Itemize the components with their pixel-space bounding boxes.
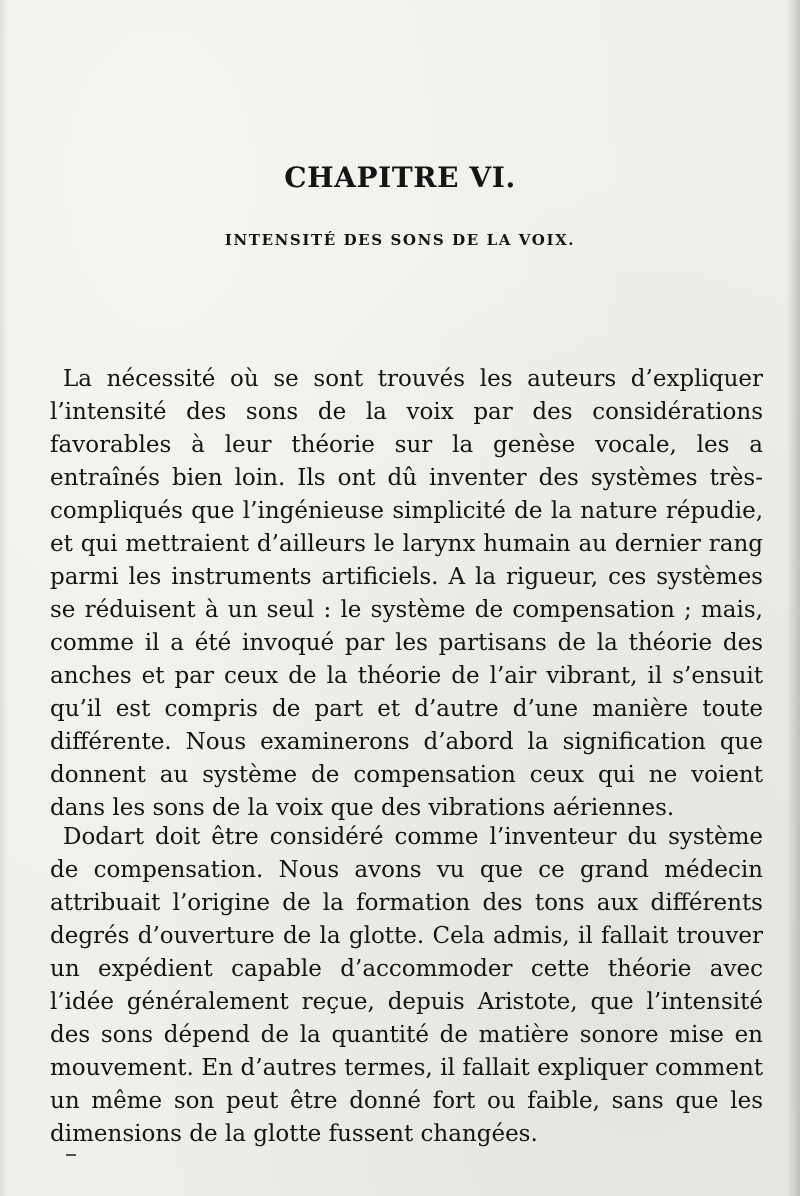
body-paragraph-1: La nécessité où se sont trouvés les auteurs d’expliquer l’intensité des sons de la voix par des considérations favorables à leur théorie sur la genèse vocale, les a entraînés bien loin. Ils ont dû inventer des systèmes très-compliqués que l’ingénieuse simplicité de la nature répudie, et qui mettraient d’ailleurs le larynx humain au dernier rang parmi les instruments artificiels. A la rigueur, ces systèmes se réduisent à un seul : le système de compensation ; mais, comme il a été invoqué par les partisans de la théorie des anches et par ceux de la théorie de l’air vibrant, il s’ensuit qu’il est compris de part et d’autre d’une manière toute différente. Nous examinerons d’abord la signification que donnent au système de compensation ceux qui ne voient dans les sons de la voix que des vibrations aériennes. [50,366,763,821]
body-paragraph-2: Dodart doit être considéré comme l’inventeur du système de compensation. Nous avons vu que ce grand médecin attribuait l’origine de la formation des tons aux différents degrés d’ouverture de la glotte. Cela admis, il fallait trouver un expédient capable d’accommoder cette théorie avec l’idée généralement reçue, depuis Aristote, que l’intensité des sons dépend de la quantité de matière sonore mise en mouvement. En d’autres termes, il fallait expliquer comment un même son peut être donné fort ou faible, sans que les dimensions de la glotte fussent changées. [50,824,763,1147]
printer-mark [66,1154,76,1156]
chapter-subtitle: INTENSITÉ DES SONS DE LA VOIX. [224,231,576,249]
chapter-title: CHAPITRE VI. [284,161,516,194]
